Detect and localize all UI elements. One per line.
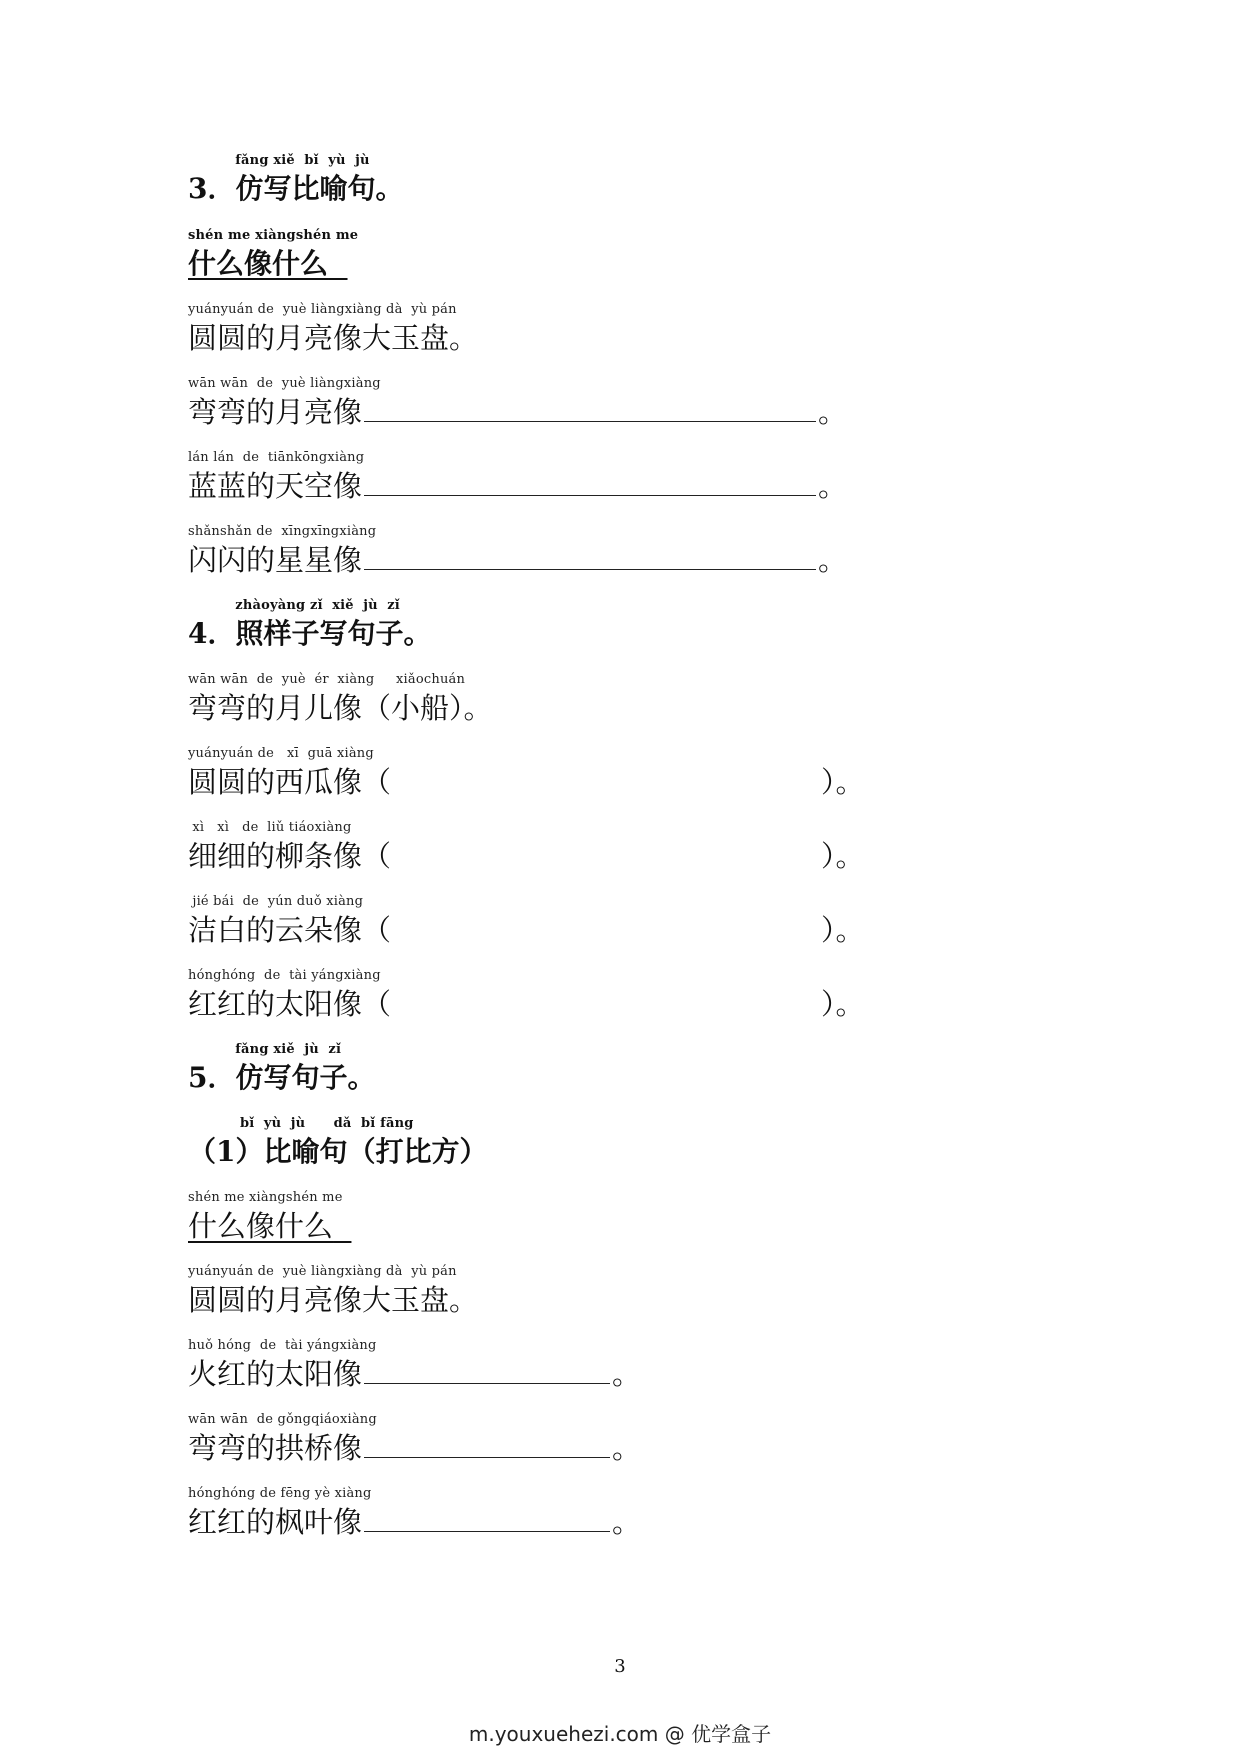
pinyin: yuányuán de yuè liàngxiàng dà yù pán: [188, 302, 457, 317]
fill-sentence: [188, 1487, 641, 1539]
pinyin: yuányuán de yuè liàngxiàng dà yù pán: [188, 1264, 457, 1279]
subsection-title: （1）比喻句（打比方）: [188, 1135, 488, 1168]
sentence-end: ）。: [821, 987, 865, 1021]
answer-blank[interactable]: [364, 543, 816, 570]
footer-watermark: m.youxuehezi.com @ 优学盒子: [468, 1722, 772, 1746]
fill-sentence: [188, 1413, 641, 1465]
pattern-text: 什么像什么: [188, 247, 329, 280]
example-pattern: [188, 229, 358, 281]
pinyin: xì xì de liǔ tiáoxiàng: [188, 820, 352, 835]
pinyin: hónghóng de tài yángxiàng: [188, 968, 381, 983]
sentence-end: 。: [612, 1505, 642, 1539]
pinyin: jié bái de yún duǒ xiàng: [188, 894, 364, 909]
section-title: 5．仿写句子。: [188, 1061, 376, 1094]
section-title: 4．照样子写句子。: [188, 617, 432, 650]
pinyin: wān wān de yuè liàngxiàng: [188, 376, 381, 391]
pinyin: yuányuán de xī guā xiàng: [188, 746, 374, 761]
example-sentence: [188, 1265, 478, 1317]
section-5-heading: [188, 1043, 375, 1095]
fill-sentence: [188, 525, 847, 577]
pinyin: huǒ hóng de tài yángxiàng: [188, 1338, 377, 1353]
section-4-heading: [188, 599, 431, 651]
sentence-stem: 蓝蓝的天空像: [188, 469, 363, 503]
answer-blank[interactable]: [364, 395, 816, 422]
answer-blank[interactable]: [364, 469, 816, 496]
sentence-stem: 红红的枫叶像: [188, 1505, 363, 1539]
sentence-text: 弯弯的月儿像（小船）。: [188, 691, 493, 725]
fill-sentence: [188, 895, 865, 947]
pinyin: hónghóng de fēng yè xiàng: [188, 1486, 372, 1501]
pinyin: shén me xiàngshén me: [188, 228, 359, 243]
section-3-heading: [188, 154, 403, 206]
section-title: 3．仿写比喻句。: [188, 172, 404, 205]
fill-sentence: [188, 451, 847, 503]
sentence-end: 。: [818, 395, 848, 429]
answer-blank[interactable]: [364, 1505, 610, 1532]
sentence-stem: 火红的太阳像: [188, 1357, 363, 1391]
pinyin: zhàoyàng zǐ xiě jù zǐ: [188, 598, 400, 613]
fill-sentence: [188, 821, 865, 873]
answer-blank[interactable]: [364, 1431, 610, 1458]
sentence-end: 。: [818, 543, 848, 577]
sentence-stem: 闪闪的星星像: [188, 543, 363, 577]
pinyin: wān wān de gǒngqiáoxiàng: [188, 1412, 377, 1427]
example-sentence: [188, 673, 493, 725]
sentence-stem: 圆圆的西瓜像（: [188, 765, 392, 799]
sentence-end: ）。: [821, 839, 865, 873]
pinyin: fǎng xiě bǐ yù jù: [188, 153, 370, 168]
pinyin: bǐ yù jù dǎ bǐ fāng: [188, 1116, 414, 1131]
sentence-stem: 细细的柳条像（: [188, 839, 392, 873]
example-sentence: [188, 303, 478, 355]
sentence-stem: 弯弯的拱桥像: [188, 1431, 363, 1465]
answer-blank[interactable]: [364, 1357, 610, 1384]
fill-sentence: [188, 969, 865, 1021]
sentence-end: ）。: [821, 765, 865, 799]
sentence-end: 。: [612, 1357, 642, 1391]
fill-sentence: [188, 1339, 641, 1391]
page-number: 3: [614, 1656, 626, 1677]
sentence-text: 圆圆的月亮像大玉盘。: [188, 1283, 479, 1317]
sentence-end: ）。: [821, 913, 865, 947]
pattern-text: 什么像什么: [188, 1209, 334, 1243]
sentence-end: 。: [818, 469, 848, 503]
pinyin: wān wān de yuè ér xiàng xiǎochuán: [188, 672, 466, 687]
pinyin: fǎng xiě jù zǐ: [188, 1042, 342, 1057]
sentence-stem: 洁白的云朵像（: [188, 913, 392, 947]
pinyin: shǎnshǎn de xīngxīngxiàng: [188, 524, 377, 539]
sentence-stem: 红红的太阳像（: [188, 987, 392, 1021]
example-pattern: [188, 1191, 351, 1243]
sentence-text: 圆圆的月亮像大玉盘。: [188, 321, 479, 355]
sentence-stem: 弯弯的月亮像: [188, 395, 363, 429]
pinyin: lán lán de tiānkōngxiàng: [188, 450, 365, 465]
sentence-end: 。: [612, 1431, 642, 1465]
fill-sentence: [188, 747, 865, 799]
fill-sentence: [188, 377, 847, 429]
pinyin: shén me xiàngshén me: [188, 1190, 343, 1205]
section-5-1-heading: [188, 1117, 487, 1169]
